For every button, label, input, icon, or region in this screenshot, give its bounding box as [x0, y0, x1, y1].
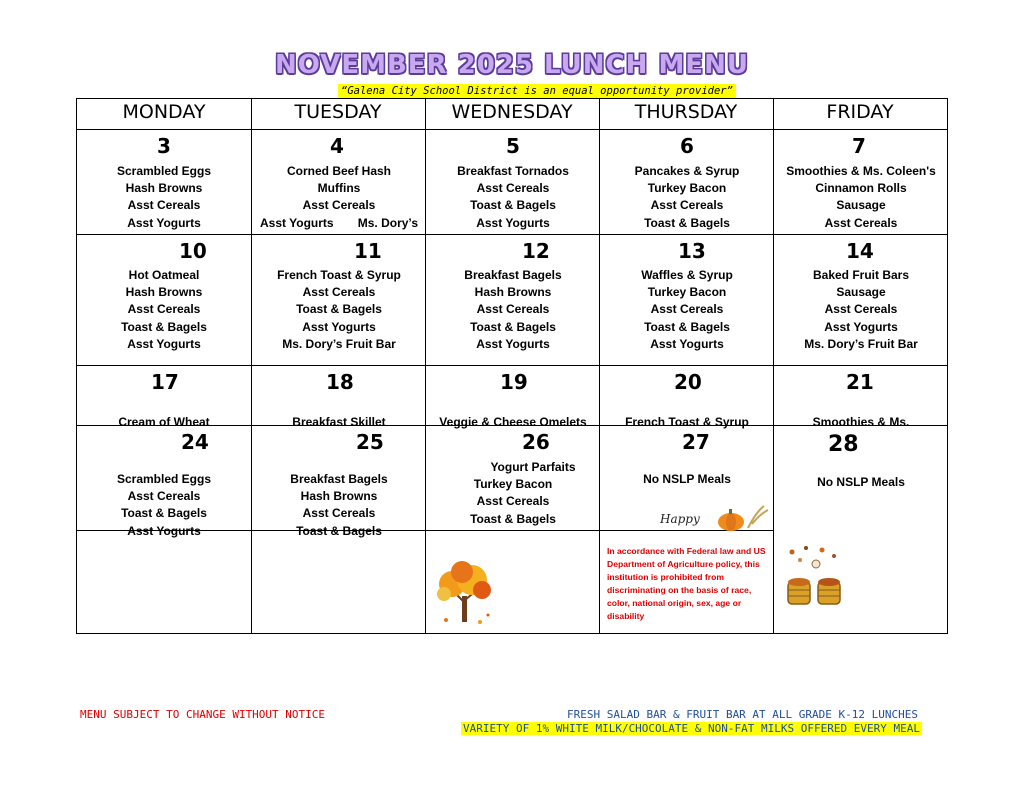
menu-item: Asst Cereals [476, 181, 550, 196]
menu-item: Muffins [317, 181, 361, 196]
menu-item: Scrambled Eggs [116, 472, 212, 486]
menu-item: Toast & Bagels [644, 319, 730, 334]
menu-item: Asst Cereals [302, 198, 376, 213]
day-cell-26 [426, 426, 600, 530]
menu-item: Hash Browns [125, 181, 203, 196]
menu-items [252, 163, 426, 232]
autumn-tree-illustration [432, 560, 498, 628]
menu-item: Asst Yogurts [302, 319, 376, 334]
day-number: 5 [506, 134, 520, 158]
menu-item: Cinnamon Rolls [815, 181, 907, 196]
day-cell-24 [77, 426, 251, 538]
menu-item: Hash Browns [300, 489, 378, 504]
menu-item: Asst Yogurts [650, 336, 724, 351]
day-number: 28 [828, 432, 859, 457]
salad-bar-notice: FRESH SALAD BAR & FRUIT BAR AT ALL GRADE K-12 LUNCHES [567, 708, 918, 721]
falling-leaf [478, 620, 482, 624]
day-number: 7 [852, 134, 866, 158]
menu-item: Sausage [836, 285, 886, 300]
day-number: 4 [330, 134, 344, 158]
menu-item: Veggie & Cheese Omelets [439, 415, 587, 429]
menu-items [77, 267, 251, 353]
menu-item: Asst Cereals [650, 198, 724, 213]
menu-item: Toast & Bagels [470, 511, 556, 526]
menu-items [252, 267, 426, 353]
day-number: 21 [846, 370, 874, 394]
falling-leaf [820, 548, 825, 553]
header-monday: MONDAY [122, 101, 206, 123]
basket-leaves [788, 578, 810, 586]
day-number: 20 [674, 370, 702, 394]
menu-item: No NSLP Meals [817, 475, 905, 489]
character-head [812, 560, 820, 568]
day-cell-20 [600, 366, 774, 429]
tree-foliage [437, 587, 451, 601]
milk-variety-notice: VARIETY OF 1% WHITE MILK/CHOCOLATE & NON-FAT MILKS OFFERED EVERY MEAL [463, 722, 920, 735]
day-number: 11 [354, 239, 382, 263]
menu-item: Asst Cereals [302, 285, 376, 300]
day-number: 18 [326, 370, 354, 394]
menu-item: Waffles & Syrup [641, 268, 733, 282]
menu-items [600, 163, 774, 232]
menu-item: Toast & Bagels [470, 319, 556, 334]
menu-item: Breakfast Bagels [464, 268, 562, 282]
day-cell-14 [774, 235, 948, 351]
menu-item: Asst Cereals [824, 215, 898, 230]
menu-item: Cream of Wheat [118, 415, 210, 429]
day-number: 25 [356, 430, 384, 454]
day-cell-7 [774, 130, 948, 234]
day-cell-21 [774, 366, 948, 429]
wheat-stalk [748, 506, 768, 528]
menu-item: French Toast & Syrup [625, 415, 749, 429]
menu-items [600, 267, 774, 353]
menu-item: Baked Fruit Bars [812, 268, 910, 282]
day-cell-18 [252, 366, 426, 429]
menu-item: Asst Yogurts [127, 215, 201, 230]
menu-item: Asst Yogurts [127, 336, 201, 351]
menu-item: Asst Yogurts [260, 215, 334, 230]
menu-items [252, 471, 426, 540]
leaf-baskets-illustration [782, 544, 846, 610]
menu-item: Asst Cereals [650, 302, 724, 317]
day-cell-4 [252, 130, 426, 234]
menu-item: Pancakes & Syrup [634, 164, 740, 178]
falling-leaf [798, 558, 802, 562]
menu-item: Asst Cereals [127, 489, 201, 504]
page-title: NOVEMBER 2025 LUNCH MENU [275, 50, 749, 80]
menu-item: Asst Yogurts [127, 523, 201, 538]
menu-item: Toast & Bagels [470, 198, 556, 213]
menu-items [774, 163, 948, 232]
day-cell-17 [77, 366, 251, 429]
menu-item-pair [252, 215, 426, 232]
day-cell-3 [77, 130, 251, 234]
day-number: 24 [181, 430, 209, 454]
day-number: 26 [522, 430, 550, 454]
tree-foliage [451, 561, 473, 583]
day-number: 14 [846, 239, 874, 263]
menu-item: Toast & Bagels [296, 302, 382, 317]
day-number: 27 [682, 430, 710, 454]
menu-item: Asst Cereals [127, 198, 201, 213]
day-number: 17 [151, 370, 179, 394]
day-cell-5 [426, 130, 600, 234]
falling-leaf [487, 614, 490, 617]
menu-item: Turkey Bacon [647, 181, 727, 196]
falling-leaf [804, 546, 808, 550]
menu-item: Toast & Bagels [121, 319, 207, 334]
menu-item: Asst Cereals [476, 494, 550, 509]
falling-leaf [444, 618, 448, 622]
basket-leaves [818, 578, 840, 586]
menu-item: Sausage [836, 198, 886, 213]
day-number: 3 [157, 134, 171, 158]
menu-item: Ms. Dory’s Fruit Bar [282, 336, 396, 351]
day-number: 6 [680, 134, 694, 158]
menu-items [426, 163, 600, 232]
day-number: 12 [522, 239, 550, 263]
menu-items [77, 163, 251, 232]
menu-item: Yogurt Parfaits [490, 460, 576, 474]
day-cell-10 [77, 235, 251, 351]
equal-opportunity-subtitle: “Galena City School District is an equal opportunity provider” [338, 84, 736, 98]
header-thursday: THURSDAY [634, 101, 738, 123]
day-number: 10 [179, 239, 207, 263]
menu-item: Breakfast Bagels [290, 472, 388, 486]
pumpkin-shape [726, 513, 736, 531]
menu-item: Ms. Dory’s Fruit Bar [804, 336, 918, 351]
menu-item: Toast & Bagels [296, 523, 382, 538]
menu-item: Asst Yogurts [476, 336, 550, 351]
day-cell-12 [426, 235, 600, 351]
menu-item: Hash Browns [474, 285, 552, 300]
menu-item: Corned Beef Hash [286, 164, 392, 178]
menu-item: Asst Yogurts [824, 319, 898, 334]
menu-items [426, 459, 600, 528]
menu-item: Ms. Dory’s [357, 215, 418, 230]
menu-item: Hot Oatmeal [128, 268, 200, 282]
menu-item: No NSLP Meals [643, 472, 731, 486]
day-cell-19 [426, 366, 600, 429]
pumpkin-stem [729, 509, 732, 514]
menu-item: Toast & Bagels [644, 215, 730, 230]
menu-item: Smoothies & Ms. [812, 415, 910, 429]
happy-text: Happy [660, 512, 700, 526]
header-wednesday: WEDNESDAY [451, 101, 573, 123]
menu-item: French Toast & Syrup [277, 268, 401, 282]
menu-item: Scrambled Eggs [116, 164, 212, 178]
menu-item: Toast & Bagels [121, 506, 207, 521]
falling-leaf [832, 554, 836, 558]
menu-item: Asst Yogurts [476, 215, 550, 230]
menu-item: Asst Cereals [824, 302, 898, 317]
menu-item: Turkey Bacon [647, 285, 727, 300]
day-cell-13 [600, 235, 774, 351]
menu-item: Asst Cereals [476, 302, 550, 317]
menu-items [774, 474, 948, 491]
menu-items [600, 471, 774, 488]
day-cell-25 [252, 426, 426, 538]
menu-item: Turkey Bacon [473, 477, 553, 492]
tree-foliage [473, 581, 491, 599]
menu-item: Breakfast Tornados [457, 164, 569, 178]
header-tuesday: TUESDAY [294, 101, 382, 123]
menu-change-notice: MENU SUBJECT TO CHANGE WITHOUT NOTICE [80, 708, 326, 721]
day-number: 13 [678, 239, 706, 263]
falling-leaf [790, 550, 795, 555]
day-number: 19 [500, 370, 528, 394]
menu-items [426, 267, 600, 353]
header-friday: FRIDAY [826, 101, 894, 123]
day-cell-6 [600, 130, 774, 234]
menu-items [774, 267, 948, 353]
nondiscrimination-statement: In accordance with Federal law and US Department of Agriculture policy, this institution is prohibited from discriminating on the basis of race, color, national origin, sex, age or disability [607, 546, 766, 621]
menu-item: Smoothies & Ms. Coleen's [786, 164, 936, 178]
menu-item: Asst Cereals [302, 506, 376, 521]
menu-item: Breakfast Skillet [292, 415, 386, 429]
day-cell-11 [252, 235, 426, 351]
menu-items [77, 471, 251, 540]
menu-item: Hash Browns [125, 285, 203, 300]
menu-item: Asst Cereals [127, 302, 201, 317]
